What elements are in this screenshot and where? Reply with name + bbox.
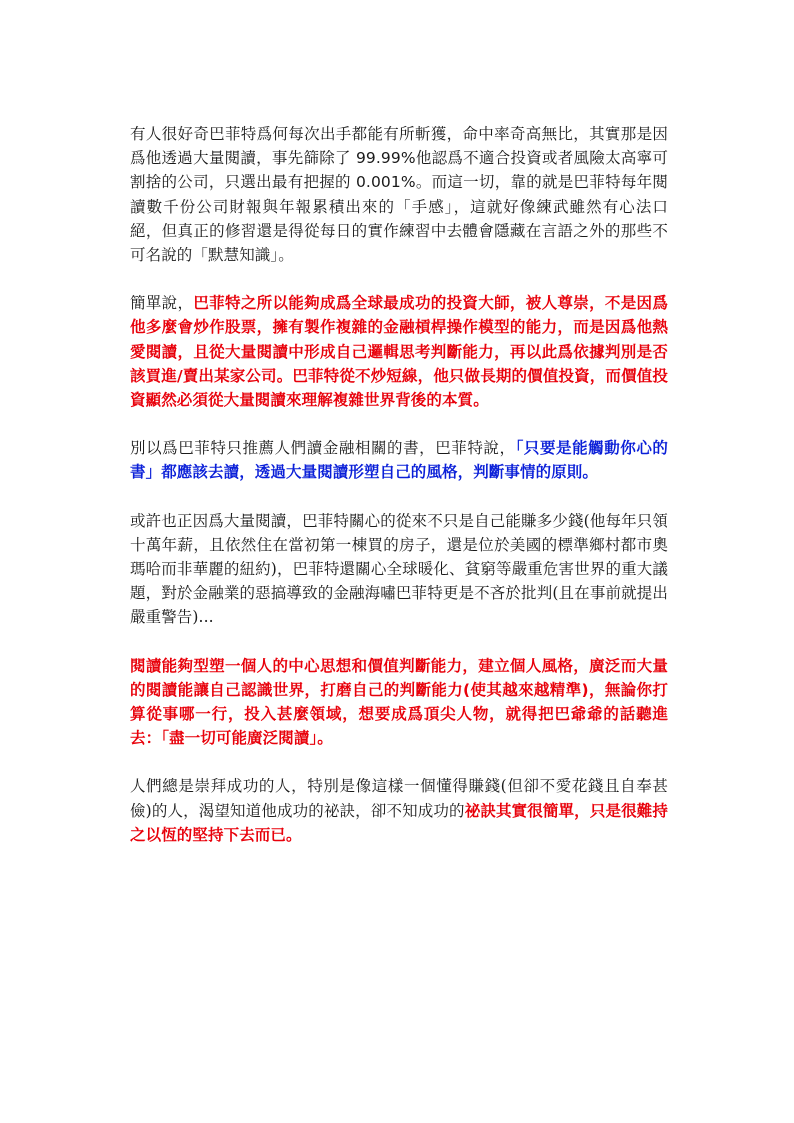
p1-percent-b: 0.001% (355, 173, 416, 192)
document-body (130, 122, 668, 871)
paragraph-2 (130, 291, 668, 412)
p5-highlight: 閱讀能夠型塑一個人的中心思想和價值判斷能力，建立個人風格，廣泛而大量的閱讀能讓自己認識世界，打磨自己的判斷能力(使其越來越精準)，無論你打算從事哪一行，投入甚麼領域，想要成爲頂尖人物，就得把巴爺爺的話聽進去：「盡一切可能廣泛閱讀」。 (130, 656, 668, 748)
paragraph-6 (130, 774, 668, 847)
p6-text-a: 人們總是崇拜成功的人，特別是像這樣一個懂得賺錢(但卻不愛花錢且自奉甚儉)的人，渴望知道他成功的祕訣，卻不知成功的 (130, 777, 668, 820)
p3-text-a: 別以爲巴菲特只推薦人們讀金融相關的書，巴菲特說， (130, 439, 516, 458)
p2-text-a: 簡單說， (130, 294, 194, 313)
p1-text-a: 有人很好奇巴菲特爲何每次出手都能有所斬獲，命中率奇高無比，其實那是因爲他透過大量閱讀，事先篩除了 (130, 125, 668, 168)
paragraph-5 (130, 654, 668, 751)
p1-text-c: 。而這一切，靠的就是巴菲特每年閱讀數千份公司財報與年報累積出來的「手感」，這就好像練武雖然有心法口絕，但真正的修習還是得從每日的實作練習中去體會隱藏在言語之外的那些不可名說的「默慧知識」。 (130, 173, 668, 265)
p1-text-b: 他認爲不適合投資或者風險太高寧可割捨的公司，只選出最有把握的 (130, 149, 668, 192)
p4-text: 或許也正因爲大量閱讀，巴菲特關心的從來不只是自己能賺多少錢(他每年只領十萬年薪，且依然住在當初第一棟買的房子，還是位於美國的標準鄉村都市奧瑪哈而非華麗的紐約)，巴菲特還關心全球暖化、貧窮等嚴重危害世界的重大議題，對於金融業的惡搞導致的金融海嘯巴菲特更是不吝於批判(且在事前就提出嚴重警告)... (130, 511, 668, 627)
p3-highlight: 「只要是能觸動你心的書」都應該去讀，透過大量閱讀形塑自己的風格，判斷事情的原則。 (130, 439, 668, 482)
paragraph-4 (130, 509, 668, 630)
p1-percent-a: 99.99% (355, 149, 416, 168)
p6-highlight: 祕訣其實很簡單，只是很難持之以恆的堅持下去而已。 (130, 801, 668, 844)
paragraph-1 (130, 122, 668, 267)
paragraph-3 (130, 436, 668, 484)
p2-highlight: 巴菲特之所以能夠成爲全球最成功的投資大師，被人尊崇，不是因爲他多麼會炒作股票，擁有製作複雜的金融槓桿操作模型的能力，而是因爲他熱愛閱讀，且從大量閱讀中形成自己邏輯思考判斷能力，再以此爲依據判別是否該買進/賣出某家公司。巴菲特從不炒短線，他只做長期的價值投資，而價值投資顯然必須從大量閱讀來理解複雜世界背後的本質。 (130, 294, 668, 410)
